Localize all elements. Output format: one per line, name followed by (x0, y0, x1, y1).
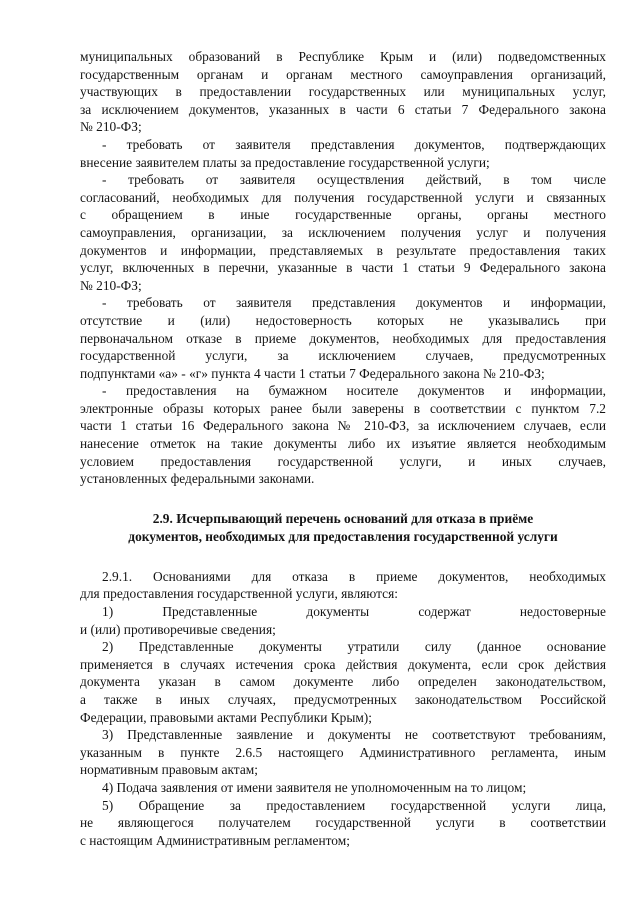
text-line: отсутствие и (или) недостоверность которых не указывались при (80, 312, 606, 328)
text-line: применяется в случаях истечения срока действия документа, если срок действия (80, 656, 606, 672)
intro-2-9-1 (80, 568, 606, 603)
text-line: Федерации, правовыми актами Республики Крым); (80, 709, 372, 725)
text-line: электронные образы которых ранее были заверены в соответствии с пунктом 7.2 (80, 400, 606, 416)
bullet-documents (80, 294, 606, 382)
text-line: 2) Представленные документы утратили силу (данное основание (102, 639, 606, 655)
text-line: подпунктами «а» - «г» пункта 4 части 1 статьи 7 Федерального закона № 210-ФЗ; (80, 365, 545, 381)
text-line: государственным органам и органам местного самоуправления организаций, (80, 66, 606, 82)
item-number: 1) (102, 604, 114, 620)
text-line: участвующих в предоставлении государственных или муниципальных услуг, (80, 84, 606, 100)
text-line: 5) Обращение за предоставлением государственной услуги лица, (102, 797, 606, 813)
text-line: части 1 статьи 16 Федерального закона № 210-ФЗ, за исключением случаев, если (80, 418, 606, 434)
word: содержат (418, 604, 471, 620)
text-line: 4) Подача заявления от имени заявителя не уполномоченным на то лицом; (102, 779, 527, 795)
bullet-actions (80, 171, 606, 294)
text-line: первоначальном отказе в приеме документов, необходимых для предоставления (80, 330, 606, 346)
text-line: самоуправления, организации, за исключением получения услуг и получения (80, 224, 606, 240)
text-line (80, 603, 606, 621)
text-line: за исключением документов, указанных в части 6 статьи 7 Федерального закона (80, 101, 606, 117)
text-line: для предоставления государственной услуги, являются: (80, 586, 398, 602)
text-line: № 210-ФЗ; (80, 119, 142, 135)
text-line: согласований, необходимых для получения государственной услуги и связанных (80, 189, 606, 205)
bullet-payment (80, 136, 606, 171)
text-line: и (или) противоречивые сведения; (80, 621, 276, 637)
section-heading (80, 510, 606, 546)
text-line: - требовать от заявителя осуществления действий, в том числе (102, 172, 606, 188)
text-line: 2.9.1. Основаниями для отказа в приеме документов, необходимых (102, 568, 606, 584)
text-line: указанным в пункте 2.6.5 настоящего Административного регламента, иным (80, 744, 606, 760)
text-line: нанесение отметок на такие документы либо их изъятие является необходимым (80, 436, 606, 452)
text-line: - предоставления на бумажном носителе документов и информации, (102, 383, 606, 399)
text-line: внесение заявителем платы за предоставление государственной услуги; (80, 154, 490, 170)
text-line: документа указан в самом документе либо определен законодательством, (80, 674, 606, 690)
word: недостоверные (519, 604, 606, 620)
text-line: - требовать от заявителя представления документов и информации, (102, 295, 606, 311)
text-line: не являющегося получателем государственной услуги в соответствии (80, 815, 606, 831)
item-2 (80, 638, 606, 726)
text-line: условием предоставления государственной услуги, и иных случаев, (80, 453, 606, 469)
text-line: государственной услуги, за исключением случаев, предусмотренных (80, 348, 606, 364)
item-3 (80, 726, 606, 779)
item-5 (80, 797, 606, 850)
text-line: 3) Представленные заявление и документы не соответствуют требованиям, (102, 727, 606, 743)
text-line: муниципальных образований в Республике Крым и (или) подведомственных (80, 49, 606, 64)
word: документы (306, 604, 370, 620)
text-line: а также в иных случаях, предусмотренных законодательством Российской (80, 692, 606, 707)
text-line: № 210-ФЗ; (80, 277, 142, 293)
text-line: с настоящим Административным регламентом; (80, 832, 350, 848)
text-line: нормативным правовым актам; (80, 762, 258, 778)
heading-line: 2.9. Исчерпывающий перечень оснований для отказа в приёме (152, 510, 534, 526)
item-1 (80, 603, 606, 638)
word: Представленные (162, 604, 258, 620)
text-line: документов и информации, представляемых в результате предоставления таких (80, 242, 606, 258)
heading-line: документов, необходимых для предоставления государственной услуги (128, 528, 558, 544)
text-line: услуг, включенных в перечни, указанные в части 1 статьи 9 Федерального закона (80, 260, 606, 276)
bullet-paper (80, 382, 606, 488)
text-line: установленных федеральными законами. (80, 471, 315, 487)
continuation-paragraph (80, 48, 606, 136)
item-4 (80, 779, 606, 797)
text-line: - требовать от заявителя представления документов, подтверждающих (102, 136, 606, 152)
text-line: с обращением в иные государственные органы, органы местного (80, 207, 606, 223)
